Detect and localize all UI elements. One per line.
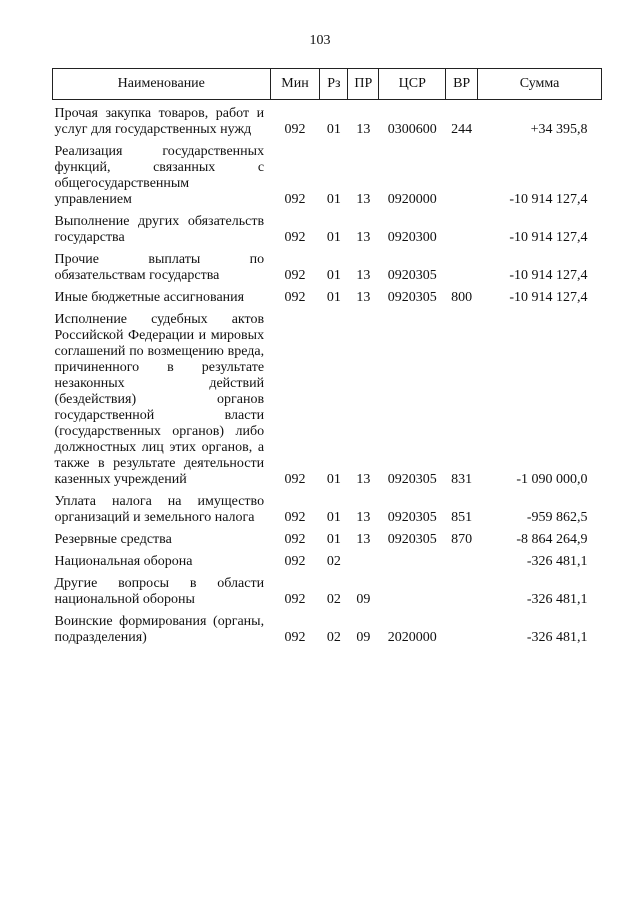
row-sum: -326 481,1 [526,630,588,645]
header-pr: ПР [348,69,379,100]
row-sum: -326 481,1 [526,554,588,569]
row-pr: 13 [356,122,371,137]
row-csr: 2020000 [387,630,437,645]
row-sum: -10 914 127,4 [509,230,588,245]
table-row [53,570,602,608]
row-sum: +34 395,8 [530,122,588,137]
header-rz: Рз [320,69,348,100]
header-min: Мин [270,69,320,100]
row-pr: 13 [356,268,371,283]
row-pr: 13 [356,472,371,487]
row-pr: 13 [356,230,371,245]
table-row [53,488,602,526]
row-csr: 0920300 [387,230,437,245]
row-rz: 02 [326,592,341,607]
row-name: Уплата налога на имущество организаций и земельного налога [54,494,265,525]
table-row [53,608,602,646]
row-pr: 13 [356,510,371,525]
row-name: Исполнение судебных актов Российской Федерации и мировых соглашений по возмещению вреда, причиненного в результате незаконных действий (бездействия) органов государственной власти (государственных органов) либо должностных лиц этих органов, а также в результате деятельности казенных учреждений [54,312,265,487]
row-min: 092 [284,472,306,487]
row-csr: 0920305 [387,532,437,547]
row-min: 092 [284,510,306,525]
row-sum: -959 862,5 [526,510,588,525]
row-vr [446,138,478,208]
row-csr: 0300600 [387,122,437,137]
row-rz: 01 [326,268,341,283]
header-vr: ВР [446,69,478,100]
table-row [53,284,602,306]
row-min: 092 [284,192,306,207]
row-min: 092 [284,554,306,569]
row-pr: 09 [356,630,371,645]
row-csr: 0920305 [387,290,437,305]
row-vr: 851 [451,510,473,525]
table-header [53,69,602,100]
row-min: 092 [284,230,306,245]
row-rz: 01 [326,532,341,547]
row-min: 092 [284,630,306,645]
row-name: Прочие выплаты по обязательствам государства [54,252,265,283]
page-number: 103 [309,33,331,48]
row-rz: 01 [326,472,341,487]
row-vr [446,246,478,284]
row-sum: -1 090 000,0 [516,472,588,487]
row-sum: -10 914 127,4 [509,290,588,305]
row-min: 092 [284,592,306,607]
row-pr: 13 [356,532,371,547]
header-sum: Сумма [478,69,602,100]
row-vr [446,548,478,570]
header-name: Наименование [53,69,271,100]
row-vr: 244 [451,122,473,137]
row-pr: 09 [356,592,371,607]
row-csr: 0920000 [387,192,437,207]
row-name: Воинские формирования (органы, подразделения) [54,614,265,645]
table-row [53,138,602,208]
table-body [53,100,602,647]
row-csr [379,570,446,608]
row-sum: -8 864 264,9 [516,532,588,547]
row-csr: 0920305 [387,510,437,525]
row-min: 092 [284,268,306,283]
row-pr: 13 [356,290,371,305]
row-vr [446,570,478,608]
header-csr: ЦСР [379,69,446,100]
row-sum: -10 914 127,4 [509,192,588,207]
row-csr: 0920305 [387,268,437,283]
row-pr: 13 [356,192,371,207]
table-row [53,526,602,548]
table-row [53,306,602,488]
row-sum: -10 914 127,4 [509,268,588,283]
row-name: Резервные средства [54,532,172,547]
table-row [53,548,602,570]
row-min: 092 [284,290,306,305]
budget-table [52,68,602,646]
row-pr [348,548,379,570]
row-rz: 02 [326,630,341,645]
row-name: Другие вопросы в области национальной обороны [54,576,265,607]
row-name: Прочая закупка товаров, работ и услуг для государственных нужд [54,106,265,137]
row-vr: 870 [451,532,473,547]
row-min: 092 [284,532,306,547]
row-min: 092 [284,122,306,137]
row-rz: 01 [326,510,341,525]
row-rz: 01 [326,230,341,245]
table-row [53,208,602,246]
row-name: Выполнение других обязательств государства [54,214,265,245]
table-row [53,246,602,284]
table-row [53,100,602,139]
row-name: Иные бюджетные ассигнования [54,290,245,305]
row-rz: 02 [326,554,341,569]
row-name: Реализация государственных функций, связанных с общегосударственным управлением [54,144,265,207]
row-csr: 0920305 [387,472,437,487]
row-vr [446,608,478,646]
row-csr [379,548,446,570]
row-vr: 800 [451,290,473,305]
row-rz: 01 [326,122,341,137]
row-name: Национальная оборона [54,554,193,569]
row-rz: 01 [326,192,341,207]
row-rz: 01 [326,290,341,305]
row-vr: 831 [451,472,473,487]
row-vr [446,208,478,246]
row-sum: -326 481,1 [526,592,588,607]
